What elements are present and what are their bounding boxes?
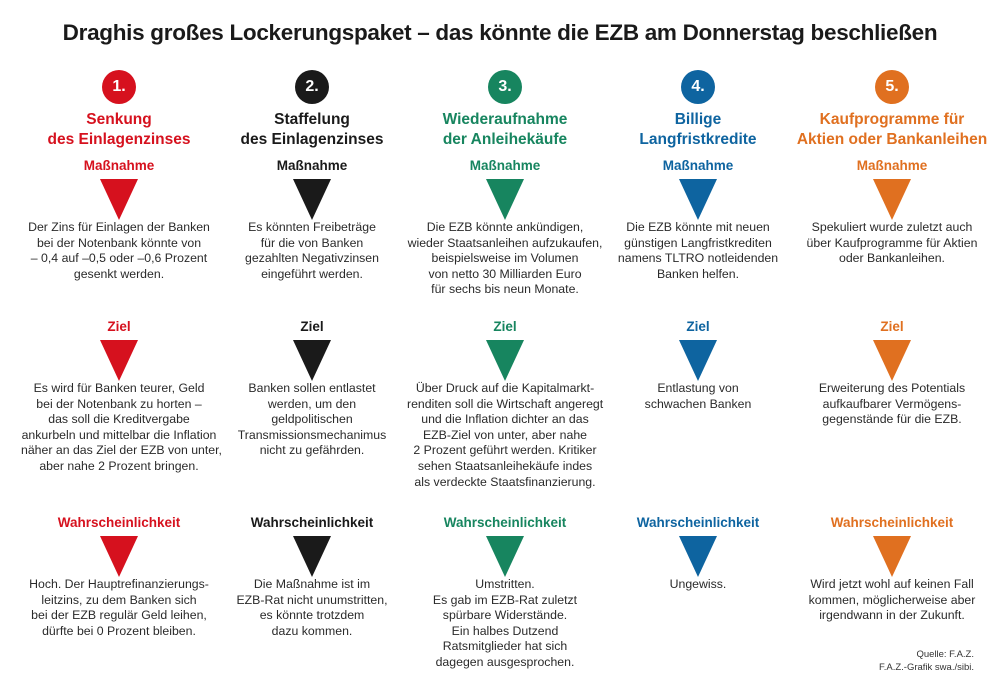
down-triangle-icon	[486, 179, 524, 220]
text-line: beispielsweise im Volumen	[431, 251, 579, 266]
text-line: Hoch. Der Hauptrefinanzierungs-	[29, 577, 209, 591]
credit-label: F.A.Z.-Grafik swa./sibi.	[878, 662, 974, 673]
heading-line: Kaufprogramme für	[819, 111, 965, 128]
text-line: schwachen Banken	[644, 396, 752, 411]
prob-text	[600, 577, 796, 593]
text-line: Die Maßnahme ist im	[253, 577, 371, 591]
text-line: Transmissionsmechanimus	[237, 427, 387, 442]
step-number-badge: 2.	[295, 70, 329, 104]
text-line: über Kaufprogramme für Aktien	[806, 235, 978, 250]
text-line: dürfte bei 0 Prozent bleiben.	[42, 623, 196, 638]
text-line: als verdeckte Staatsfinanzierung.	[414, 474, 596, 489]
goal-text	[21, 381, 222, 475]
column-2	[214, 70, 410, 638]
text-line: gegenstände für die EZB.	[822, 412, 962, 427]
text-line: und die Inflation dichter an das	[421, 412, 589, 427]
goal-text	[214, 381, 410, 459]
text-line: wieder Staatsanleihen aufzukaufen,	[407, 235, 603, 250]
text-line: oder Bankanleihen.	[839, 251, 945, 266]
down-triangle-icon	[679, 340, 717, 381]
column-heading	[407, 110, 603, 150]
down-triangle-icon	[873, 536, 911, 577]
down-triangle-icon	[486, 536, 524, 577]
text-line: EZB-Rat nicht unumstritten,	[236, 592, 388, 607]
text-line: geldpolitischen	[271, 412, 353, 427]
down-triangle-icon	[100, 536, 138, 577]
prob-text	[407, 577, 603, 671]
text-line: namens TLTRO notleidenden	[617, 251, 779, 266]
text-line: eingeführt werden.	[261, 266, 363, 281]
prob-label: Wahrscheinlichkeit	[250, 515, 374, 530]
goal-label: Ziel	[107, 319, 131, 334]
text-line: es könnte trotzdem	[259, 608, 365, 623]
text-line: leitzins, zu dem Banken sich	[41, 592, 197, 607]
heading-line: Langfristkredite	[639, 131, 757, 148]
text-line: bei der Notenbank zu horten –	[36, 396, 202, 411]
text-line: werden, um den	[267, 396, 357, 411]
down-triangle-icon	[873, 179, 911, 220]
text-line: Die EZB könnte ankündigen,	[426, 220, 584, 234]
text-line: gesenkt werden.	[73, 266, 165, 281]
text-line: Es gab im EZB-Rat zuletzt	[432, 592, 578, 607]
text-line: Spekuliert wurde zuletzt auch	[811, 220, 973, 234]
prob-label: Wahrscheinlichkeit	[636, 515, 760, 530]
text-line: ankurbeln und mittelbar die Inflation	[21, 427, 217, 442]
measure-label: Maßnahme	[469, 158, 541, 173]
down-triangle-icon	[293, 179, 331, 220]
goal-label: Ziel	[880, 319, 904, 334]
heading-line: der Anleihekäufe	[442, 131, 568, 148]
prob-text	[214, 577, 410, 639]
text-line: Wird jetzt wohl auf keinen Fall	[810, 577, 974, 591]
text-line: Es könnten Freibeträge	[248, 220, 376, 234]
step-number-badge: 5.	[875, 70, 909, 104]
prob-label: Wahrscheinlichkeit	[57, 515, 181, 530]
text-line: dazu kommen.	[271, 623, 353, 638]
heading-line: des Einlagenzinses	[47, 131, 191, 148]
measure-label: Maßnahme	[856, 158, 928, 173]
measure-text	[600, 220, 796, 282]
measure-label: Maßnahme	[276, 158, 348, 173]
column-3	[407, 70, 604, 669]
text-line: Die EZB könnte mit neuen	[626, 220, 770, 234]
text-line: Über Druck auf die Kapitalmarkt-	[415, 381, 595, 395]
text-line: für sechs bis neun Monate.	[431, 282, 579, 297]
column-heading	[214, 110, 410, 150]
text-line: Der Zins für Einlagen der Banken	[28, 220, 210, 234]
goal-label: Ziel	[300, 319, 324, 334]
text-line: spürbare Widerstände.	[442, 608, 568, 623]
down-triangle-icon	[486, 340, 524, 381]
text-line: günstigen Langfristkrediten	[624, 235, 772, 250]
text-line: kommen, möglicherweise aber	[808, 592, 976, 607]
measure-text	[407, 220, 603, 298]
text-line: Ungewiss.	[669, 577, 727, 591]
text-line: – 0,4 auf –0,5 oder –0,6 Prozent	[30, 251, 208, 266]
column-heading	[794, 110, 990, 150]
measure-label: Maßnahme	[83, 158, 155, 173]
measure-text	[794, 220, 990, 267]
measure-text	[21, 220, 217, 282]
text-line: näher an das Ziel der EZB von unter,	[21, 443, 222, 458]
source-label: Quelle: F.A.Z.	[916, 649, 974, 660]
text-line: aber nahe 2 Prozent bringen.	[39, 458, 199, 473]
column-heading	[21, 110, 217, 150]
goal-label: Ziel	[686, 319, 710, 334]
column-1	[21, 70, 222, 638]
prob-text	[794, 577, 990, 624]
text-line: EZB-Ziel von unter, aber nahe	[422, 427, 588, 442]
text-line: Banken helfen.	[656, 266, 740, 281]
text-line: bei der EZB regulär Geld leihen,	[31, 608, 207, 623]
text-line: renditen soll die Wirtschaft angeregt	[407, 396, 604, 411]
text-line: 2 Prozent geführt werden. Kritiker	[413, 443, 597, 458]
heading-line: des Einlagenzinses	[240, 131, 384, 148]
text-line: dagegen ausgesprochen.	[435, 654, 575, 669]
text-line: Entlastung von	[657, 381, 739, 395]
text-line: irgendwann in der Zukunft.	[819, 608, 965, 623]
heading-line: Senkung	[86, 111, 152, 128]
goal-text	[407, 381, 603, 490]
text-line: nicht zu gefährden.	[259, 443, 365, 458]
text-line: gezahlten Negativzinsen	[245, 251, 379, 266]
heading-line: Staffelung	[274, 111, 350, 128]
prob-text	[21, 577, 217, 639]
down-triangle-icon	[679, 179, 717, 220]
down-triangle-icon	[100, 179, 138, 220]
measure-label: Maßnahme	[662, 158, 734, 173]
down-triangle-icon	[293, 536, 331, 577]
measure-text	[214, 220, 410, 282]
down-triangle-icon	[293, 340, 331, 381]
down-triangle-icon	[873, 340, 911, 381]
text-line: Es wird für Banken teurer, Geld	[33, 381, 205, 395]
text-line: Ein halbes Dutzend	[451, 623, 559, 638]
column-heading	[600, 110, 796, 150]
text-line: das soll die Kreditvergabe	[48, 412, 190, 427]
down-triangle-icon	[679, 536, 717, 577]
step-number-badge: 4.	[681, 70, 715, 104]
text-line: von netto 30 Milliarden Euro	[428, 266, 582, 281]
prob-label: Wahrscheinlichkeit	[443, 515, 567, 530]
text-line: sehen Staatsanleihekäufe indes	[417, 458, 593, 473]
text-line: aufkaufbarer Vermögens-	[822, 396, 962, 411]
down-triangle-icon	[100, 340, 138, 381]
text-line: Banken sollen entlastet	[248, 381, 376, 395]
column-5	[794, 70, 990, 623]
goal-text	[794, 381, 990, 428]
heading-line: Aktien oder Bankanleihen	[796, 131, 988, 148]
source-note	[879, 648, 974, 674]
column-4	[600, 70, 796, 591]
prob-label: Wahrscheinlichkeit	[830, 515, 954, 530]
text-line: bei der Notenbank könnte von	[36, 235, 202, 250]
text-line: Erweiterung des Potentials	[818, 381, 966, 395]
heading-line: Wiederaufnahme	[442, 111, 568, 128]
text-line: Ratsmitglieder hat sich	[442, 639, 568, 654]
step-number-badge: 3.	[488, 70, 522, 104]
goal-label: Ziel	[493, 319, 517, 334]
text-line: Umstritten.	[475, 577, 535, 591]
text-line: für die von Banken	[260, 235, 364, 250]
page-title: Draghis großes Lockerungspaket – das könnte die EZB am Donnerstag beschließen	[62, 20, 938, 45]
goal-text	[600, 381, 796, 412]
step-number-badge: 1.	[102, 70, 136, 104]
heading-line: Billige	[674, 111, 722, 128]
